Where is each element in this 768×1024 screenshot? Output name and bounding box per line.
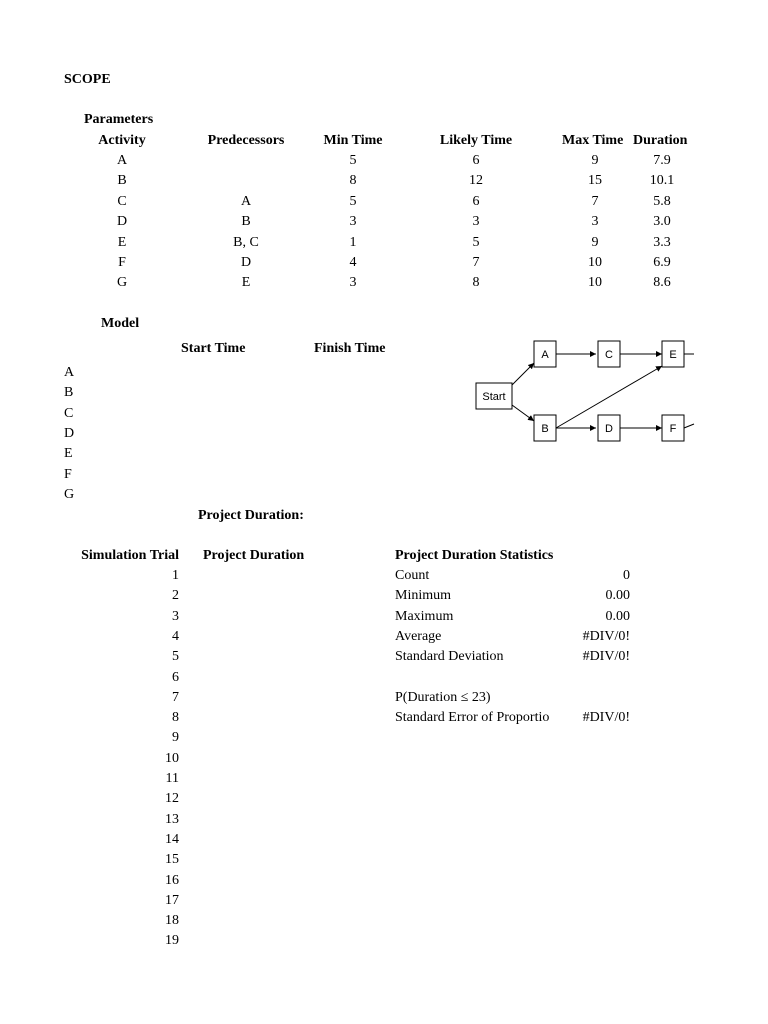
- simulation-trial-number: 13: [165, 811, 179, 827]
- param-cell-duration: 3.3: [653, 234, 671, 250]
- node-a-label: A: [541, 349, 549, 361]
- node-f-label: F: [669, 423, 677, 435]
- stat-value: 0.00: [605, 588, 630, 604]
- col-header-likely-time: Likely Time: [439, 133, 513, 148]
- param-cell-likely-time: 3: [472, 214, 480, 230]
- param-cell-activity: G: [116, 275, 128, 291]
- simulation-trial-number: 17: [165, 892, 179, 908]
- project-network-diagram: [470, 335, 700, 445]
- param-cell-predecessors: E: [241, 275, 251, 291]
- simulation-trial-number: 16: [165, 872, 179, 888]
- param-cell-likely-time: 12: [469, 173, 483, 189]
- statistics-heading: Project Duration Statistics: [395, 548, 554, 563]
- param-cell-activity: A: [116, 153, 128, 168]
- stat-value: #DIV/0!: [582, 649, 630, 665]
- param-cell-duration: 10.1: [649, 173, 675, 189]
- simulation-trial-number: 6: [172, 669, 179, 685]
- param-cell-activity: E: [117, 234, 127, 250]
- stat-value: 0.00: [605, 608, 630, 624]
- simulation-trial-number: 8: [172, 710, 179, 726]
- param-cell-duration: 8.6: [653, 275, 671, 291]
- param-cell-max-time: 7: [591, 193, 599, 209]
- param-cell-max-time: 3: [591, 214, 599, 230]
- param-cell-predecessors: D: [240, 255, 252, 270]
- stat-label: Standard Deviation: [395, 649, 504, 665]
- param-cell-min-time: 5: [349, 193, 357, 209]
- simulation-trial-number: 9: [172, 730, 179, 746]
- simulation-trial-number: 11: [165, 771, 179, 786]
- stat-value: 0: [623, 568, 630, 583]
- param-cell-max-time: 10: [588, 275, 602, 291]
- col-header-duration: Duration: [633, 133, 688, 148]
- param-cell-activity: D: [116, 214, 128, 230]
- node-d-label: D: [605, 423, 613, 435]
- node-c-label: C: [605, 349, 613, 361]
- stat-label: Minimum: [395, 588, 452, 604]
- simulation-trial-number: 3: [172, 608, 179, 624]
- node-b-label: B: [541, 423, 549, 435]
- param-cell-min-time: 3: [349, 275, 357, 291]
- edge-start-b: [512, 405, 534, 421]
- stat-label: Average: [395, 628, 442, 644]
- probability-label: P(Duration ≤ 23): [395, 690, 491, 705]
- start-time-header: Start Time: [181, 341, 246, 356]
- simulation-trial-number: 18: [165, 913, 179, 929]
- param-cell-max-time: 9: [591, 234, 599, 250]
- model-activity-label: C: [64, 405, 74, 421]
- simulation-trial-number: 19: [165, 933, 179, 949]
- parameters-heading: Parameters: [84, 112, 154, 127]
- param-cell-duration: 6.9: [653, 255, 671, 270]
- col-header-max-time: Max Time: [562, 133, 624, 148]
- model-activity-label: A: [64, 365, 75, 380]
- param-cell-likely-time: 6: [472, 153, 480, 168]
- project-duration-label: Project Duration:: [198, 508, 304, 523]
- simulation-trial-number: 15: [165, 852, 179, 868]
- param-cell-activity: C: [117, 193, 127, 209]
- param-cell-activity: B: [117, 173, 127, 189]
- param-cell-activity: F: [118, 255, 126, 270]
- node-start-label: Start: [482, 391, 506, 403]
- sheet-title: SCOPE: [64, 72, 111, 87]
- param-cell-duration: 7.9: [653, 153, 671, 168]
- stat-label: Count: [395, 568, 430, 583]
- finish-time-header: Finish Time: [314, 341, 386, 356]
- simulation-trial-number: 12: [165, 791, 179, 807]
- param-cell-likely-time: 6: [472, 193, 480, 209]
- std-error-label: Standard Error of Proportio: [395, 710, 550, 725]
- col-header-min-time: Min Time: [323, 133, 383, 148]
- simulation-trial-header: Simulation Trial: [81, 548, 179, 563]
- param-cell-likely-time: 7: [472, 255, 480, 270]
- edge-f-out: [684, 424, 694, 428]
- simulation-trial-number: 7: [172, 689, 179, 705]
- param-cell-likely-time: 8: [472, 275, 480, 291]
- model-activity-label: B: [64, 385, 74, 401]
- col-header-activity: Activity: [98, 133, 146, 148]
- param-cell-duration: 5.8: [653, 193, 671, 209]
- param-cell-duration: 3.0: [653, 214, 671, 230]
- param-cell-min-time: 8: [349, 173, 357, 189]
- model-activity-label: E: [64, 446, 73, 462]
- param-cell-predecessors: B, C: [233, 234, 259, 250]
- model-activity-label: D: [64, 425, 75, 441]
- param-cell-min-time: 5: [349, 153, 357, 168]
- simulation-trial-number: 10: [165, 750, 179, 766]
- model-activity-label: G: [64, 486, 75, 502]
- simulation-trial-number: 4: [172, 628, 179, 644]
- param-cell-likely-time: 5: [472, 234, 480, 250]
- col-header-predecessors: Predecessors: [207, 133, 285, 148]
- param-cell-max-time: 10: [588, 255, 602, 270]
- project-duration-header: Project Duration: [203, 548, 305, 563]
- simulation-trial-number: 5: [172, 649, 179, 665]
- node-e-label: E: [669, 349, 677, 361]
- param-cell-predecessors: A: [240, 193, 252, 209]
- model-heading: Model: [101, 316, 140, 331]
- param-cell-min-time: 1: [349, 234, 357, 250]
- simulation-trial-number: 1: [172, 568, 179, 583]
- param-cell-predecessors: B: [241, 214, 251, 230]
- model-activity-label: F: [64, 466, 72, 482]
- stat-label: Maximum: [395, 608, 454, 624]
- stat-value: #DIV/0!: [582, 628, 630, 644]
- simulation-trial-number: 14: [165, 831, 179, 847]
- std-error-value: #DIV/0!: [582, 710, 630, 725]
- param-cell-max-time: 15: [588, 173, 602, 189]
- param-cell-min-time: 4: [349, 255, 357, 270]
- simulation-trial-number: 2: [172, 588, 179, 604]
- param-cell-max-time: 9: [591, 153, 599, 168]
- param-cell-min-time: 3: [349, 214, 357, 230]
- edge-start-a: [512, 363, 534, 385]
